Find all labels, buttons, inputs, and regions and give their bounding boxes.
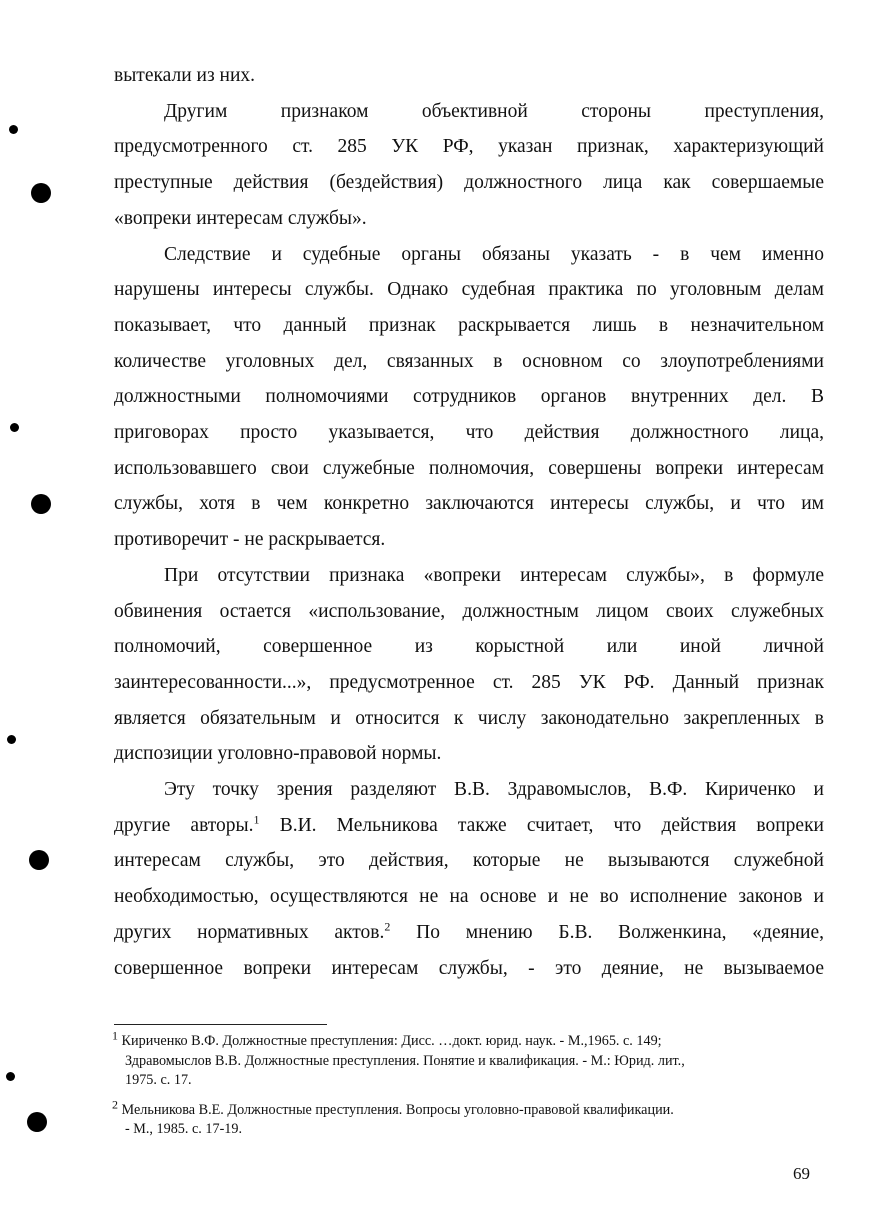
text-segment: В.И. Мельникова также считает, что действия вопреки: [259, 814, 824, 836]
punch-hole-mark: [10, 423, 19, 432]
punch-hole-mark: [27, 1112, 47, 1132]
punch-hole-mark: [31, 183, 51, 203]
footnote-text: Мельникова В.Е. Должностные преступления. Вопросы уголовно-правовой квалификации.: [118, 1101, 674, 1118]
text-line: показывает, что данный признак раскрывается лишь в незначительном: [114, 314, 824, 336]
footnote-separator: [114, 1024, 327, 1025]
text-line: приговорах просто указывается, что действия должностного лица,: [114, 422, 824, 444]
footnote-1: [112, 1028, 792, 1091]
text-line: Эту точку зрения разделяют В.В. Здравомыслов, В.Ф. Кириченко и: [164, 779, 824, 801]
text-line: вытекали из них.: [114, 65, 256, 86]
punch-hole-mark: [31, 494, 51, 514]
text-line: «вопреки интересам службы».: [114, 207, 367, 229]
main-text: [114, 58, 824, 986]
text-line: совершенное вопреки интересам службы, - это деяние, не вызываемое: [114, 957, 824, 979]
footnote-line: Здравомыслов В.В. Должностные преступления. Понятие и квалификация. - М.: Юрид. лит.,: [125, 1052, 685, 1069]
footnote-line: [112, 1096, 792, 1121]
punch-hole-mark: [7, 735, 16, 744]
text-line: заинтересованности...», предусмотренное ст. 285 УК РФ. Данный признак: [114, 671, 824, 693]
text-line: необходимостью, осуществляются не на основе и не во исполнение законов и: [114, 886, 824, 908]
text-segment: другие авторы.: [114, 814, 254, 836]
footnote-2: [112, 1096, 792, 1140]
text-line: диспозиции уголовно-правовой нормы.: [114, 743, 442, 765]
text-line: нарушены интересы службы. Однако судебная практика по уголовным делам: [114, 279, 824, 301]
footnote-line: [112, 1028, 792, 1052]
text-line: При отсутствии признака «вопреки интересам службы», в формуле: [164, 564, 824, 586]
text-line: преступные действия (бездействия) должностного лица как совершаемые: [114, 172, 824, 194]
punch-hole-mark: [9, 125, 18, 134]
text-line: полномочий, совершенное из корыстной или иной личной: [114, 636, 824, 658]
text-line: использовавшего свои служебные полномочия, совершены вопреки интересам: [114, 457, 824, 479]
footnotes: [112, 1028, 792, 1150]
punch-hole-mark: [29, 850, 49, 870]
page-number: 69: [793, 1164, 810, 1183]
footnote-line: - М., 1985. с. 17-19.: [125, 1121, 243, 1137]
footnote-text: Кириченко В.Ф. Должностные преступления: Дисс. …докт. юрид. наук. - М.,1965. с. 149;: [118, 1033, 662, 1049]
text-line: службы, хотя в чем конкретно заключаются интересы службы, и что им: [114, 493, 824, 515]
text-line: предусмотренного ст. 285 УК РФ, указан признак, характеризующий: [114, 136, 824, 158]
text-segment: других нормативных актов.: [114, 921, 385, 943]
text-line: является обязательным и относится к числу законодательно закрепленных в: [114, 707, 824, 729]
text-line: [114, 808, 824, 844]
text-line: Другим признаком объективной стороны преступления,: [164, 100, 824, 122]
text-segment: По мнению Б.В. Волженкина, «деяние,: [390, 921, 824, 943]
text-line: противоречит - не раскрывается.: [114, 529, 386, 551]
text-line: количестве уголовных дел, связанных в основном со злоупотреблениями: [114, 350, 824, 372]
text-line: обвинения остается «использование, должностным лицом своих служебных: [114, 600, 824, 622]
text-line: Следствие и судебные органы обязаны указать - в чем именно: [164, 243, 824, 265]
text-line: интересам службы, это действия, которые не вызываются служебной: [114, 850, 824, 872]
punch-hole-mark: [6, 1072, 15, 1081]
footnote-line: 1975. с. 17.: [125, 1072, 192, 1088]
text-line: должностными полномочиями сотрудников органов внутренних дел. В: [114, 386, 824, 408]
footnote-mark: 1: [112, 1028, 118, 1043]
footnote-ref: 1: [253, 812, 260, 827]
footnote-ref: 2: [384, 919, 391, 934]
text-line: [114, 915, 824, 951]
footnote-mark: 2: [112, 1096, 118, 1111]
